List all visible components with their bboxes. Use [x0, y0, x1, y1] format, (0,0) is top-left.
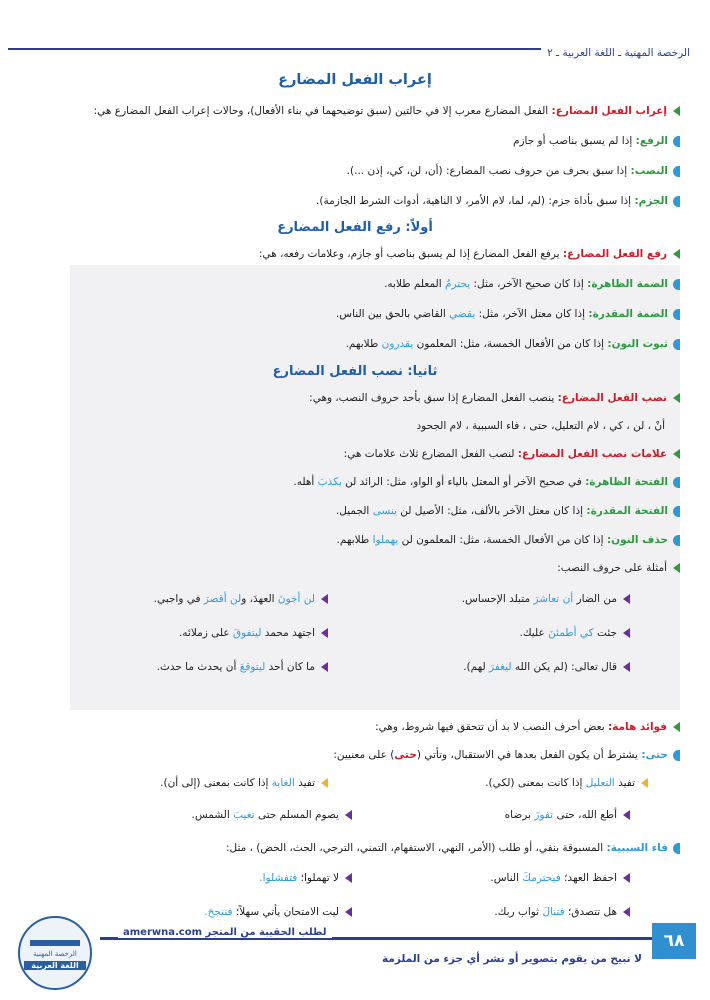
section-title-nasb: ثانيا: نصب الفعل المضارع — [272, 364, 438, 379]
green-arrow-icon — [673, 106, 680, 116]
bullet-icon — [673, 535, 680, 546]
fa-example: لا تهملوا؛ فتفشلوا. — [259, 872, 352, 884]
purple-arrow-icon — [623, 810, 630, 820]
header-title: الرخصة المهنية ـ اللغة العربية ـ ٢ — [541, 47, 696, 59]
green-arrow-icon — [673, 249, 680, 259]
purple-arrow-icon — [345, 873, 352, 883]
purple-arrow-icon — [345, 907, 352, 917]
purple-arrow-icon — [623, 907, 630, 917]
nasb-intro: نصب الفعل المضارع: ينصب الفعل المضارع إذا سبق بأحد حروف النصب، وهي: — [30, 390, 680, 406]
purple-arrow-icon — [321, 662, 328, 672]
raf-intro: رفع الفعل المضارع: يرفع الفعل المضارع إذا لم يسبق بناصب أو جازم، وعلامات رفعه، هي: — [30, 246, 680, 262]
bullet-icon — [673, 843, 680, 854]
yellow-arrow-icon — [321, 778, 328, 788]
section-title-raf: أولاً: رفع الفعل المضارع — [277, 220, 433, 235]
bullet-icon — [673, 136, 680, 147]
bullet-icon — [673, 477, 680, 488]
hatta-meaning: تفيد التعليل إذا كانت بمعنى (لكي). — [485, 777, 648, 789]
yellow-arrow-icon — [641, 778, 648, 788]
nasb-example: لن أخونَ العهدَ، ولن أقصرَ في واجبي. — [154, 593, 328, 605]
purple-arrow-icon — [321, 594, 328, 604]
bullet-icon — [673, 750, 680, 761]
bullet-icon — [673, 196, 680, 207]
purple-arrow-icon — [623, 662, 630, 672]
bullet-icon — [673, 309, 680, 320]
green-arrow-icon — [673, 563, 680, 573]
hatta-example: يصوم المسلم حتى تغيبَ الشمس. — [192, 809, 353, 821]
purple-arrow-icon — [321, 628, 328, 638]
nasb-example: ما كان أحد ليتوقعَ أن يحدث ما حدث. — [157, 661, 328, 673]
irab-raf: الرفع: إذا لم يسبق بناصب أو جازم — [30, 133, 680, 149]
nasb-marks-intro: علامات نصب الفعل المضارع: لنصب الفعل المضارع ثلاث علامات هي: — [30, 446, 680, 462]
nasb-example: من الضار أن تعاشرَ متبلد الإحساس. — [462, 593, 630, 605]
bullet-icon — [673, 506, 680, 517]
irab-jazm: الجزم: إذا سبق بأداة جزم: (لم، لما، لام الأمر، لا الناهية، أدوات الشرط الجازمة). — [30, 193, 680, 209]
fa-example: هل تتصدق؛ فتنالَ ثواب ربك. — [494, 906, 630, 918]
nasb-examples-title: أمثلة على حروف النصب: — [30, 560, 680, 576]
nasb-example: قال تعالى: (لم يكن الله ليغفرَ لهم). — [463, 661, 630, 673]
purple-arrow-icon — [623, 594, 630, 604]
nasb-example: جئت كي أطمئنَ عليك. — [520, 627, 630, 639]
green-arrow-icon — [673, 722, 680, 732]
nasb-particles: أنْ ، لن ، كي ، لام التعليل، حتى ، فاء السببية ، لام الجحود — [416, 420, 665, 432]
purple-arrow-icon — [623, 628, 630, 638]
raf-damma-muqaddara: الضمة المقدرة: إذا كان معتل الآخر، مثل: يقضي القاضي بالحق بين الناس. — [30, 306, 680, 322]
section-title-irab: إعراب الفعل المضارع — [278, 72, 432, 88]
nasb-hadhf-nun: حذف النون: إذا كان من الأفعال الخمسة، مثل: المعلمون لن يهملوا طلابهم. — [30, 532, 680, 548]
nasb-fatha-muqaddara: الفتحة المقدرة: إذا كان معتل الآخر بالألف، مثل: الأصيل لن ينسى الجميل. — [30, 503, 680, 519]
purple-arrow-icon — [345, 810, 352, 820]
hatta-rule: حتى: يشترط أن يكون الفعل بعدها في الاستقبال، وتأتي (حتى) على معنيين: — [30, 747, 680, 763]
raf-damma-zahira: الضمة الظاهرة: إذا كان صحيح الآخر، مثل: يحترمُ المعلم طلابه. — [30, 276, 680, 292]
store-link[interactable]: amerwna.com لطلب الحقيبة من المتجر — [118, 927, 332, 938]
green-arrow-icon — [673, 393, 680, 403]
bullet-icon — [673, 339, 680, 350]
raf-thubut-nun: ثبوت النون: إذا كان من الأفعال الخمسة، مثل: المعلمون يقدرون طلابهم. — [30, 336, 680, 352]
hatta-example: أطع الله، حتى تفوزَ برضاه — [505, 809, 630, 821]
bullet-icon — [673, 166, 680, 177]
logo: الرخصة المهنية اللغة العربية — [18, 916, 92, 990]
logo-emblem — [30, 940, 80, 946]
fa-sababiya-rule: فاء السببية: المسبوقة بنفي، أو طلب (الأمر، النهي، الاستفهام، التمني، الترجي، الحث، الحض) ، مثل: — [30, 840, 680, 856]
purple-arrow-icon — [623, 873, 630, 883]
bullet-icon — [673, 279, 680, 290]
green-arrow-icon — [673, 449, 680, 459]
page-number: ٦٨ — [652, 923, 696, 959]
fa-example: ليت الامتحان يأتي سهلاً؛ فننجحَ. — [204, 906, 352, 918]
fa-example: احفظ العهد؛ فيحترمكَ الناس. — [490, 872, 630, 884]
nasb-fatha-zahira: الفتحة الظاهرة: في صحيح الآخر أو المعتل بالياء أو الواو، مثل: الرائد لن يكذبَ أهله. — [30, 474, 680, 490]
copyright-warning: لا نبيح من يقوم بتصوير أو نشر أي جزء من الملزمة — [381, 953, 642, 965]
irab-nasb: النصب: إذا سبق بحرف من حروف نصب المضارع: (أن، لن، كي، إذن ...). — [30, 163, 680, 179]
nasb-example: اجتهد محمد ليتفوقَ على زملائه. — [179, 627, 328, 639]
fawaid-intro: فوائد هامة: بعض أحرف النصب لا بد أن تتحقق فيها شروط، وهي: — [30, 719, 680, 735]
hatta-meaning: تفيد الغاية إذا كانت بمعنى (إلى أن). — [160, 777, 328, 789]
irab-intro: إعراب الفعل المضارع: الفعل المضارع معرب إلا في حالتين (سبق توضيحهما في بناء الأفعال)، وحالات إعراب الفعل المضارع هي: — [30, 103, 680, 119]
